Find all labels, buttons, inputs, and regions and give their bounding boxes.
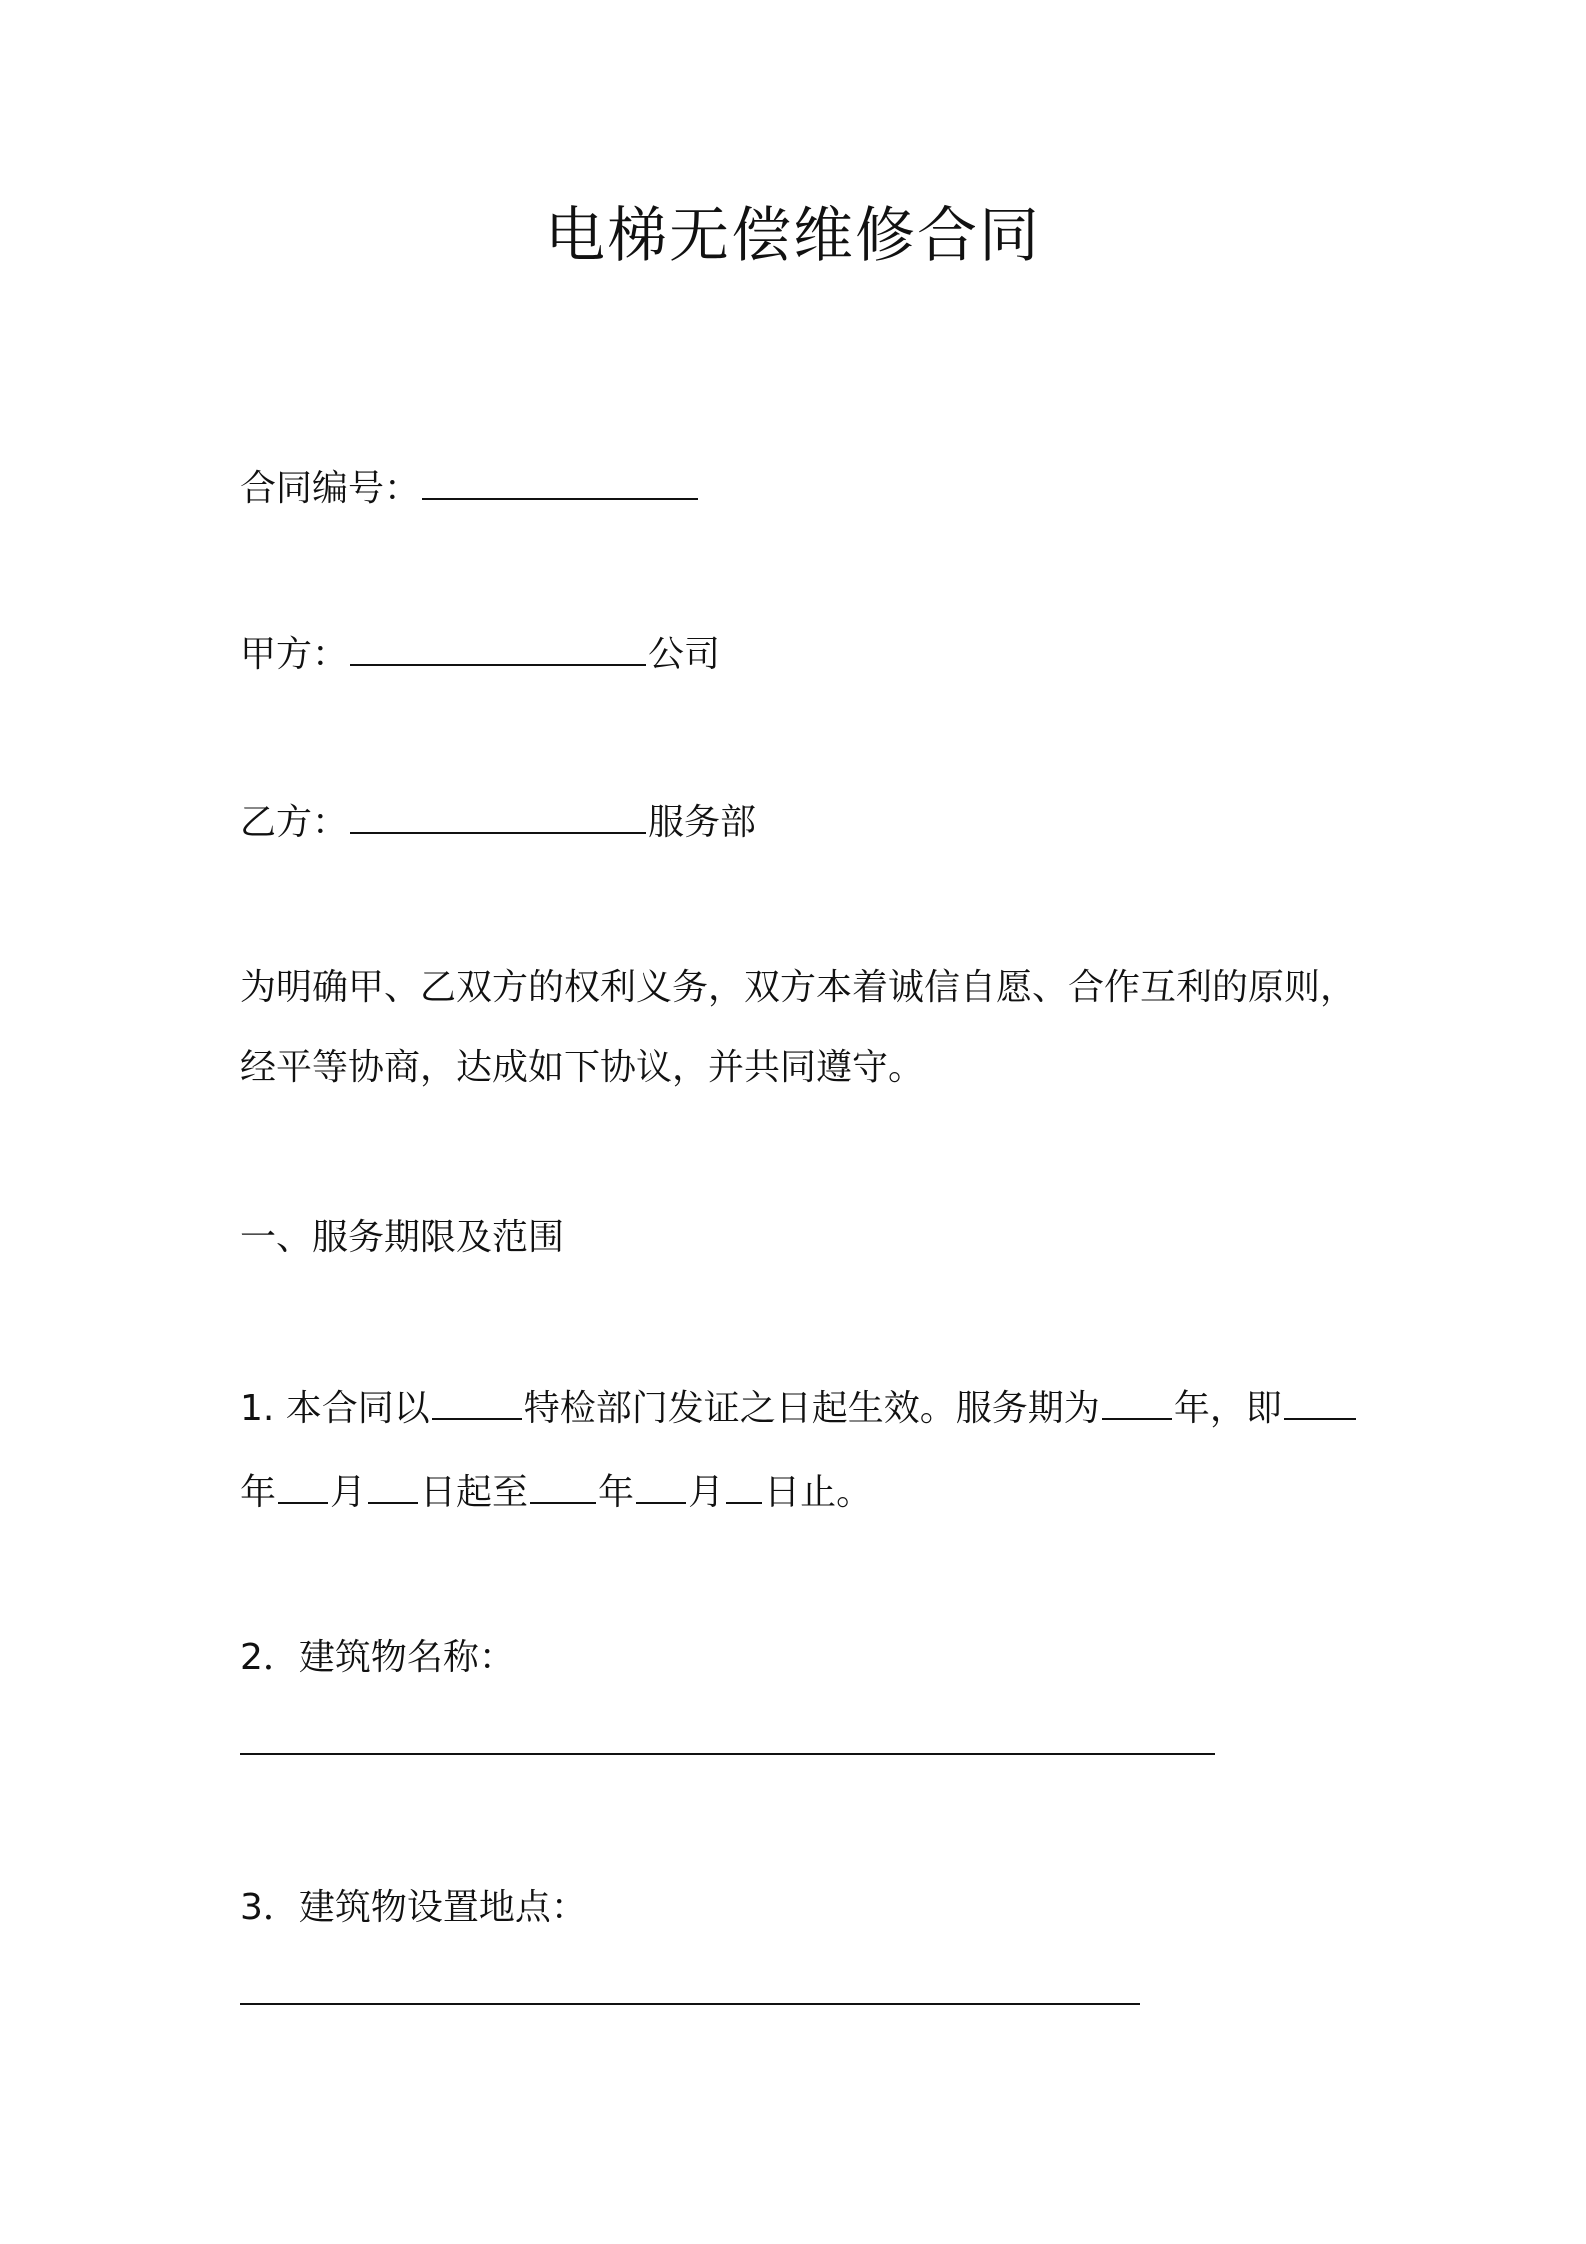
building-location-field[interactable] — [240, 2003, 1140, 2005]
start-month-field[interactable] — [278, 1466, 328, 1504]
party-b-field[interactable] — [350, 796, 646, 834]
party-b-suffix: 服务部 — [648, 802, 757, 843]
start-month-unit: 月 — [330, 1472, 367, 1513]
party-a-field[interactable] — [350, 628, 646, 666]
clause-1-effective-field[interactable] — [432, 1382, 522, 1420]
clause-2-label: 2．建筑物名称： — [240, 1637, 515, 1678]
party-b-line — [240, 796, 756, 847]
section-1-heading: 一、服务期限及范围 — [240, 1217, 565, 1258]
intro-line-2: 经平等协商，达成如下协议，并共同遵守。 — [240, 1047, 925, 1088]
party-a-line — [240, 628, 720, 679]
end-month-unit: 月 — [688, 1472, 725, 1513]
party-a-suffix: 公司 — [648, 634, 721, 675]
contract-number-field[interactable] — [422, 462, 698, 500]
building-name-field[interactable] — [240, 1753, 1215, 1755]
end-year-unit: 年 — [598, 1472, 635, 1513]
start-day-field[interactable] — [368, 1466, 418, 1504]
contract-number-line — [240, 462, 700, 513]
clause-1-part3: 年，即 — [1173, 1388, 1282, 1429]
end-day-unit: 日止。 — [764, 1472, 873, 1513]
intro-line-1: 为明确甲、乙双方的权利义务，双方本着诚信自愿、合作互利的原则， — [240, 967, 1357, 1008]
clause-1-part2: 特检部门发证之日起生效。服务期为 — [523, 1388, 1100, 1429]
clause-3-label: 3．建筑物设置地点： — [240, 1887, 587, 1928]
clause-1-line-2 — [240, 1466, 872, 1517]
party-a-label: 甲方： — [240, 634, 349, 675]
clause-1-part1: 1. 本合同以 — [240, 1388, 430, 1429]
start-day-unit: 日起至 — [420, 1472, 529, 1513]
end-month-field[interactable] — [636, 1466, 686, 1504]
clause-1-line-1 — [240, 1382, 1358, 1433]
start-year-field[interactable] — [1284, 1382, 1356, 1420]
service-years-field[interactable] — [1102, 1382, 1172, 1420]
document-title: 电梯无偿维修合同 — [545, 201, 1041, 271]
contract-number-label: 合同编号： — [240, 468, 421, 509]
end-year-field[interactable] — [530, 1466, 596, 1504]
start-year-unit: 年 — [240, 1472, 277, 1513]
party-b-label: 乙方： — [240, 802, 349, 843]
end-day-field[interactable] — [726, 1466, 762, 1504]
